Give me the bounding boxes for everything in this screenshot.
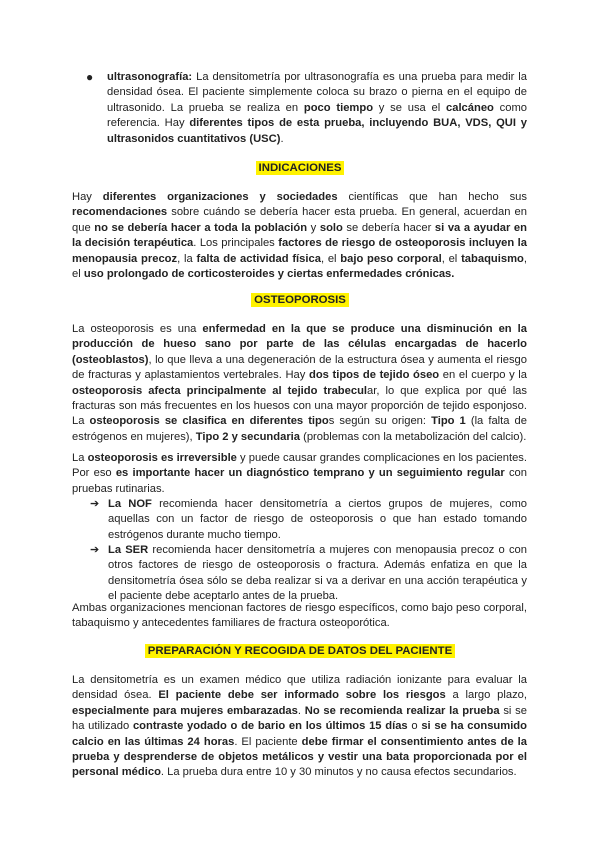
- bold-run: solo: [319, 221, 343, 234]
- bold-run: enfermedad en la que se produce una disminución en la producción de hueso sano por parte de las células encargadas de hacerlo (osteoblastos): [72, 323, 527, 366]
- bold-run: Tipo 2 y secundaria: [195, 430, 300, 443]
- bold-run: no se debería hacer a toda la población: [94, 221, 308, 234]
- bold-run: ultrasonografía:: [107, 71, 193, 83]
- preparacion-paragraph: [72, 673, 527, 781]
- text-run: . Los principales: [193, 237, 279, 250]
- bold-run: La SER: [108, 544, 149, 556]
- bold-run: contraste yodado o de bario en los últimos 15 días: [132, 720, 408, 733]
- bold-run: si se ha consumido calcio en las últimas 24 horas: [72, 720, 527, 748]
- text-run: recomienda hacer densitometría a mujeres con menopausia precoz o con otros factores de riesgo de osteoporosis o fractura. Además enfatiza en que la densitometría ósea sólo se deba realizar si va a derivar en una acción terapéutica y el paciente debe aceptarlo antes de la prueba.: [108, 544, 527, 603]
- preparacion-heading: PREPARACIÓN Y RECOGIDA DE DATOS DEL PACIENTE: [0, 644, 600, 659]
- text-run: ar, lo que explica por qué las fracturas son más frecuentes en los huesos con una mayor proporción de tejido esponjoso. La: [72, 384, 527, 428]
- bold-run: No se recomienda realizar la prueba: [304, 704, 500, 717]
- bold-run: La NOF: [108, 498, 152, 510]
- bold-run: uso prolongado de corticosteroides y ciertas enfermedades crónicas.: [83, 268, 455, 281]
- osteoporosis-heading: OSTEOPOROSIS: [0, 293, 600, 308]
- bold-run: osteoporosis afecta principalmente al tejido trabecul: [72, 384, 368, 397]
- text-run: , el: [320, 252, 341, 265]
- indicaciones-heading: INDICACIONES: [0, 161, 600, 176]
- bold-run: recomendaciones: [72, 206, 168, 219]
- text-run: sobre cuándo se debería hacer esta prueba. En general, acuerdan en que: [72, 206, 527, 234]
- bold-run: diferentes tipos de esta prueba, incluyendo BUA, VDS, QUI y ultrasonidos cuantitativos (USC): [107, 117, 527, 145]
- text-run: La: [72, 452, 88, 464]
- text-run: , lo que lleva a una degeneración de la estructura ósea y aumenta el riesgo de fracturas y aplastamientos vertebrales. Hay: [72, 353, 527, 382]
- text-run: se debería hacer: [342, 221, 435, 234]
- bold-run: especialmente para mujeres embarazadas: [72, 704, 298, 717]
- text-run: . El paciente: [234, 735, 302, 748]
- indicaciones-text: [72, 190, 527, 282]
- text-run: La densitometría por ultrasonografía es una prueba para medir la densidad ósea. El paciente simplemente coloca su brazo o pierna en el equipo de ultrasonido. La prueba se realiza en: [107, 71, 527, 114]
- ser-recommendation: [108, 543, 527, 605]
- bold-run: Tipo 1: [431, 415, 466, 428]
- bold-run: osteoporosis es irreversible: [87, 452, 237, 464]
- text-run: , la: [177, 252, 197, 265]
- text-run: y puede causar grandes complicaciones en los pacientes. Por eso: [72, 452, 527, 480]
- text-run: (problemas con la metabolización del calcio).: [300, 430, 527, 443]
- text-run: Ambas organizaciones mencionan factores de riesgo específicos, como bajo peso corporal, tabaquismo y antecedentes familiares de fractura osteoporótica.: [72, 602, 527, 630]
- text-run: . La prueba dura entre 10 y 30 minutos y no causa efectos secundarios.: [160, 766, 517, 779]
- bold-run: osteoporosis se clasifica en diferentes tipo: [89, 415, 329, 428]
- text-run: .: [280, 132, 284, 145]
- indicaciones-paragraph: [72, 190, 527, 282]
- arrow-marker: ➔: [90, 498, 100, 510]
- text-run: y se usa el: [373, 101, 446, 114]
- osteoporosis-paragraph-3: [72, 601, 527, 632]
- text-run: con pruebas rutinarias.: [72, 467, 527, 495]
- bold-run: dos tipos de tejido óseo: [308, 369, 440, 382]
- text-run: .: [297, 704, 305, 717]
- bullet-marker: ●: [86, 70, 94, 84]
- text-run: recomienda hacer densitometría a ciertos grupos de mujeres, como aquellas con un factor de riesgo de osteoporosis o que han estado tomando estrógenos durante mucho tiempo.: [108, 498, 527, 541]
- nof-text: [108, 497, 527, 543]
- text-run: o: [407, 720, 422, 733]
- text-run: (la falta de estrógenos en mujeres),: [72, 415, 527, 443]
- preparacion-text: [72, 673, 527, 781]
- text-run: La densitometría es un examen médico que utiliza radiación ionizante para evaluar la densidad ósea.: [72, 674, 527, 702]
- bold-run: es importante hacer un diagnóstico temprano y un seguimiento regular: [115, 467, 505, 480]
- arrow-marker: ➔: [90, 544, 100, 556]
- text-run: La osteoporosis es una: [72, 323, 203, 335]
- bold-run: diferentes organizaciones y sociedades: [102, 191, 338, 203]
- bold-run: debe firmar el consentimiento antes de la prueba y desprenderse de objetos metálicos y vestir una bata proporcionada por el personal médico: [72, 735, 527, 779]
- osteoporosis-text-1: [72, 322, 527, 445]
- bold-run: bajo peso corporal: [340, 252, 442, 265]
- ultrasonografia-bullet: [107, 70, 527, 147]
- text-run: s según su origen:: [328, 415, 432, 428]
- text-run: , el: [72, 252, 527, 281]
- bold-run: calcáneo: [446, 101, 494, 114]
- text-run: en el cuerpo y la: [439, 369, 528, 382]
- text-run: si se ha utilizado: [72, 704, 527, 733]
- bold-run: si va a ayudar en la decisión terapéutica: [72, 221, 527, 250]
- bold-run: falta de actividad física: [196, 252, 321, 265]
- bold-run: El paciente debe ser informado sobre los riesgos: [158, 689, 446, 702]
- text-run: a largo plazo,: [445, 689, 528, 702]
- ultrasonografia-text: [107, 70, 527, 147]
- osteoporosis-text-3: [72, 601, 527, 632]
- text-run: científicas que han hecho sus: [337, 191, 527, 203]
- ser-text: [108, 543, 527, 605]
- bold-run: tabaquismo: [461, 252, 524, 265]
- text-run: Hay: [72, 191, 103, 203]
- osteoporosis-text-2: [72, 451, 527, 497]
- osteoporosis-paragraph-2: [72, 451, 527, 497]
- text-run: como referencia. Hay: [107, 101, 528, 130]
- text-run: , el: [441, 252, 462, 265]
- bold-run: poco tiempo: [303, 101, 374, 114]
- bold-run: factores de riesgo de osteoporosis incluyen la menopausia precoz: [72, 237, 527, 265]
- nof-recommendation: [108, 497, 527, 543]
- text-run: y: [307, 221, 320, 234]
- osteoporosis-paragraph-1: [72, 322, 527, 445]
